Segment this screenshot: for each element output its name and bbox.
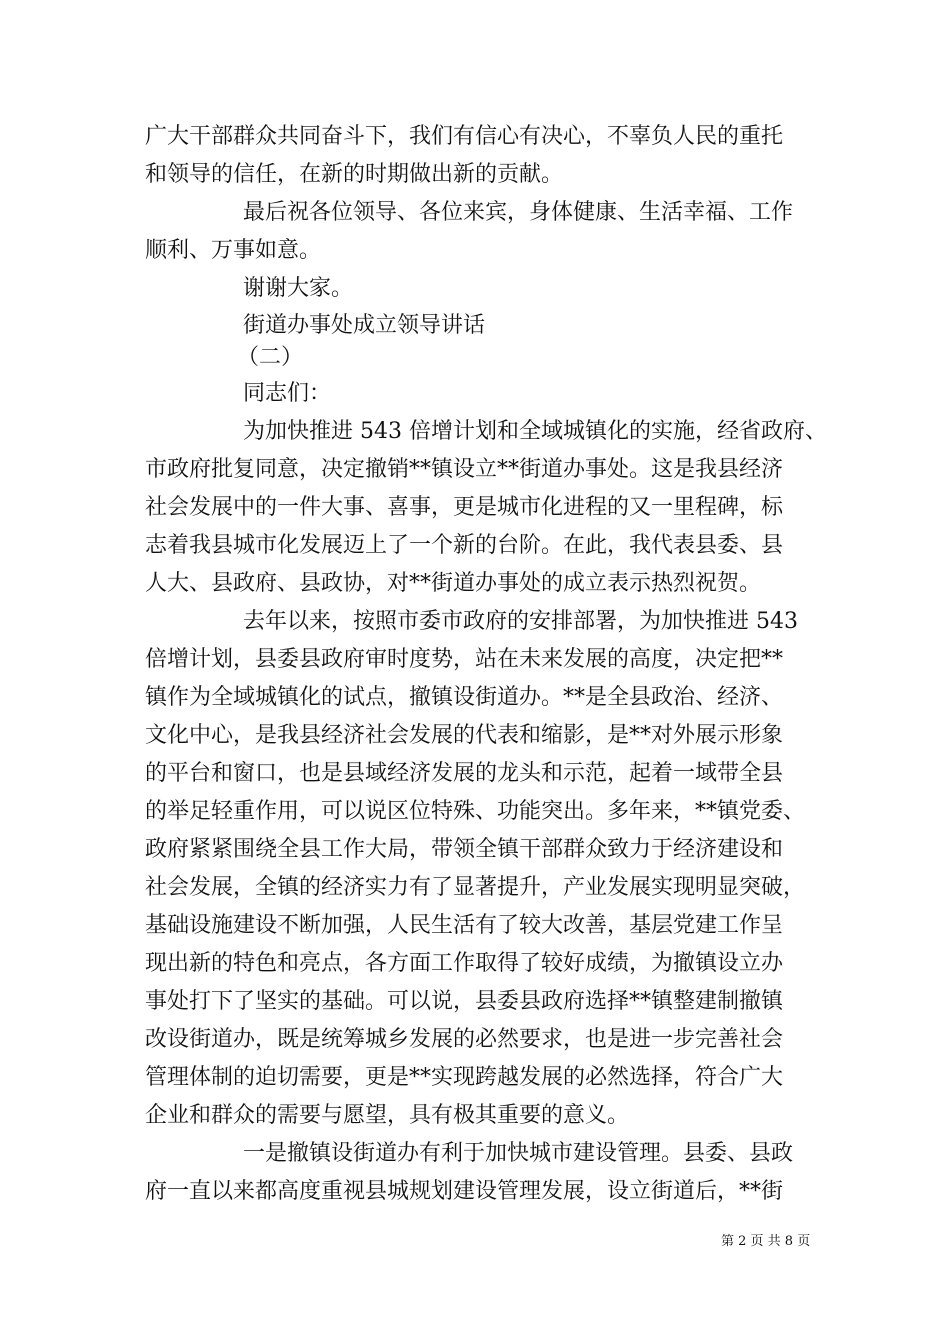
salutation: 同志们： xyxy=(243,381,332,406)
text-line: 管理体制的迫切需要，更是**实现跨越发展的必然选择，符合广大 xyxy=(145,1065,784,1090)
text-line: 基础设施建设不断加强，人民生活有了较大改善，基层党建工作呈 xyxy=(145,913,784,938)
text-line: 广大干部群众共同奋斗下，我们有信心有决心，不辜负人民的重托 xyxy=(145,124,784,149)
section-title: 街道办事处成立领导讲话 xyxy=(243,313,486,338)
text-line: 的平台和窗口，也是县域经济发展的龙头和示范，起着一域带全县 xyxy=(145,761,784,786)
text-line: 社会发展，全镇的经济实力有了显著提升，产业发展实现明显突破， xyxy=(145,875,806,900)
text-line: 为加快推进 543 倍增计划和全域城镇化的实施，经省政府、 xyxy=(243,419,827,444)
text-line: 改设街道办，既是统筹城乡发展的必然要求，也是进一步完善社会 xyxy=(145,1027,784,1052)
text-line: 和领导的信任，在新的时期做出新的贡献。 xyxy=(145,162,564,187)
text-line: 人大、县政府、县政协，对**街道办事处的成立表示热烈祝贺。 xyxy=(145,571,762,596)
text-line: 事处打下了坚实的基础。可以说，县委县政府选择**镇整建制撤镇 xyxy=(145,989,784,1014)
section-number: （二） xyxy=(237,345,304,370)
page-number-footer: 第 2 页 共 8 页 xyxy=(721,1234,811,1249)
text-line: 谢谢大家。 xyxy=(243,276,354,301)
text-line: 镇作为全域城镇化的试点，撤镇设街道办。**是全县政治、经济、 xyxy=(145,685,784,710)
text-line: 一是撤镇设街道办有利于加快城市建设管理。县委、县政 xyxy=(243,1141,794,1166)
text-line: 现出新的特色和亮点，各方面工作取得了较好成绩，为撤镇设立办 xyxy=(145,951,784,976)
text-line: 社会发展中的一件大事、喜事，更是城市化进程的又一里程碑，标 xyxy=(145,495,784,520)
text-line: 市政府批复同意，决定撤销**镇设立**街道办事处。这是我县经济 xyxy=(145,457,784,482)
text-line: 倍增计划，县委县政府审时度势，站在未来发展的高度，决定把** xyxy=(145,647,784,672)
text-line: 企业和群众的需要与愿望，具有极其重要的意义。 xyxy=(145,1103,630,1128)
text-line: 文化中心，是我县经济社会发展的代表和缩影，是**对外展示形象 xyxy=(145,723,784,748)
text-line: 志着我县城市化发展迈上了一个新的台阶。在此，我代表县委、县 xyxy=(145,533,784,558)
text-line: 最后祝各位领导、各位来宾，身体健康、生活幸福、工作 xyxy=(243,200,794,225)
text-line: 顺利、万事如意。 xyxy=(145,238,322,263)
text-line: 府一直以来都高度重视县城规划建设管理发展，设立街道后，**街 xyxy=(145,1179,784,1204)
text-line: 政府紧紧围绕全县工作大局，带领全镇干部群众致力于经济建设和 xyxy=(145,837,784,862)
text-line: 去年以来，按照市委市政府的安排部署，为加快推进 543 xyxy=(243,609,798,634)
text-line: 的举足轻重作用，可以说区位特殊、功能突出。多年来，**镇党委、 xyxy=(145,799,806,824)
